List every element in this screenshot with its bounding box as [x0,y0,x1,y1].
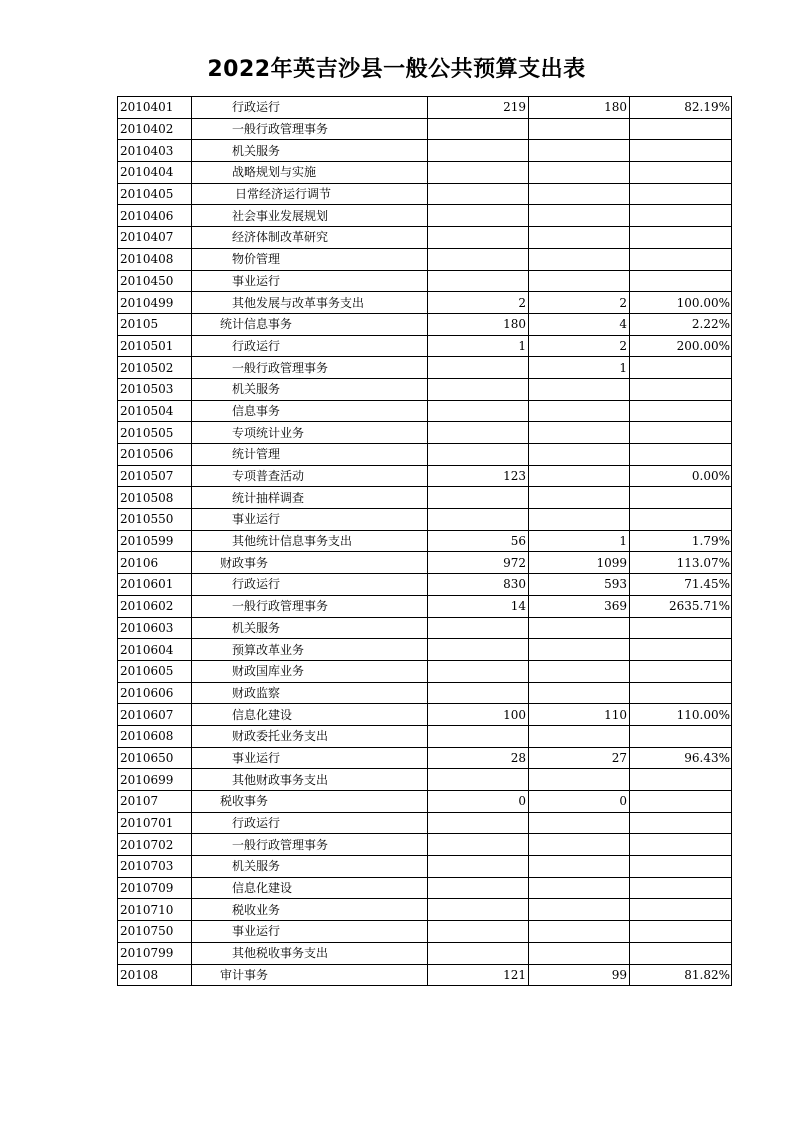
row-percent-cell [630,205,732,227]
table-row [118,899,732,921]
row-value2-cell: 1099 [529,552,630,574]
row-code-cell: 2010499 [118,292,192,314]
row-value2-cell: 99 [529,964,630,986]
row-value2-cell: 369 [529,595,630,617]
table-row [118,834,732,856]
row-value2-cell: 2 [529,292,630,314]
row-percent-cell [630,378,732,400]
row-name-cell: 物价管理 [192,248,428,270]
row-code-cell: 2010405 [118,183,192,205]
row-percent-cell: 113.07% [630,552,732,574]
row-name-cell: 机关服务 [192,378,428,400]
row-percent-cell [630,769,732,791]
row-percent-cell [630,660,732,682]
row-name-cell: 行政运行 [192,574,428,596]
row-value2-cell [529,769,630,791]
row-percent-cell [630,899,732,921]
row-name-cell: 税收事务 [192,791,428,813]
row-value1-cell [428,205,529,227]
row-name-cell: 机关服务 [192,856,428,878]
row-percent-cell [630,422,732,444]
row-code-cell: 20107 [118,791,192,813]
row-percent-cell: 1.79% [630,530,732,552]
row-name-cell: 其他统计信息事务支出 [192,530,428,552]
row-value1-cell [428,422,529,444]
table-row [118,270,732,292]
table-row [118,509,732,531]
row-name-cell: 行政运行 [192,812,428,834]
row-code-cell: 2010709 [118,877,192,899]
row-name-cell: 信息事务 [192,400,428,422]
row-name-cell: 行政运行 [192,97,428,119]
row-name-cell: 机关服务 [192,617,428,639]
row-code-cell: 2010407 [118,227,192,249]
row-percent-cell [630,270,732,292]
row-code-cell: 2010607 [118,704,192,726]
row-value1-cell [428,140,529,162]
row-percent-cell [630,400,732,422]
row-name-cell: 统计管理 [192,444,428,466]
row-value2-cell [529,118,630,140]
row-percent-cell: 0.00% [630,465,732,487]
row-value2-cell: 180 [529,97,630,119]
row-percent-cell [630,856,732,878]
row-code-cell: 2010501 [118,335,192,357]
row-code-cell: 2010750 [118,921,192,943]
row-value1-cell [428,509,529,531]
row-code-cell: 2010601 [118,574,192,596]
row-code-cell: 2010605 [118,660,192,682]
table-row [118,574,732,596]
row-value2-cell [529,921,630,943]
row-percent-cell [630,248,732,270]
row-value2-cell [529,422,630,444]
row-code-cell: 20106 [118,552,192,574]
row-value2-cell: 4 [529,313,630,335]
row-name-cell: 财政事务 [192,552,428,574]
row-name-cell: 日常经济运行调节 [192,183,428,205]
row-name-cell: 财政监察 [192,682,428,704]
row-value1-cell: 1 [428,335,529,357]
row-name-cell: 事业运行 [192,270,428,292]
row-value2-cell [529,400,630,422]
table-row [118,812,732,834]
row-percent-cell [630,877,732,899]
table-row [118,639,732,661]
row-code-cell: 2010602 [118,595,192,617]
row-percent-cell: 82.19% [630,97,732,119]
table-row [118,292,732,314]
row-code-cell: 2010507 [118,465,192,487]
table-row [118,313,732,335]
row-value2-cell [529,487,630,509]
row-value1-cell [428,444,529,466]
table-row [118,725,732,747]
row-value1-cell [428,942,529,964]
row-value1-cell: 123 [428,465,529,487]
row-value2-cell [529,942,630,964]
row-value2-cell [529,509,630,531]
row-value1-cell [428,378,529,400]
row-value1-cell [428,660,529,682]
row-value2-cell [529,248,630,270]
row-value1-cell: 121 [428,964,529,986]
row-code-cell: 20108 [118,964,192,986]
row-value1-cell: 180 [428,313,529,335]
row-code-cell: 2010404 [118,162,192,184]
row-value1-cell [428,487,529,509]
row-name-cell: 经济体制改革研究 [192,227,428,249]
table-row [118,747,732,769]
row-name-cell: 统计抽样调查 [192,487,428,509]
row-value2-cell: 0 [529,791,630,813]
table-row [118,617,732,639]
row-percent-cell [630,812,732,834]
row-code-cell: 2010599 [118,530,192,552]
row-value1-cell [428,725,529,747]
table-row [118,552,732,574]
row-name-cell: 一般行政管理事务 [192,357,428,379]
row-code-cell: 2010408 [118,248,192,270]
page-title: 2022年英吉沙县一般公共预算支出表 [207,57,586,82]
row-code-cell: 2010504 [118,400,192,422]
table-row [118,378,732,400]
row-code-cell: 2010603 [118,617,192,639]
row-percent-cell [630,162,732,184]
row-name-cell: 财政委托业务支出 [192,725,428,747]
row-code-cell: 2010650 [118,747,192,769]
row-name-cell: 信息化建设 [192,704,428,726]
row-percent-cell [630,509,732,531]
row-code-cell: 2010503 [118,378,192,400]
row-percent-cell: 2.22% [630,313,732,335]
row-value1-cell: 972 [428,552,529,574]
row-code-cell: 2010550 [118,509,192,531]
row-value1-cell [428,617,529,639]
table-row [118,964,732,986]
row-code-cell: 20105 [118,313,192,335]
row-value2-cell [529,660,630,682]
row-value2-cell [529,378,630,400]
row-value1-cell [428,921,529,943]
table-row [118,248,732,270]
row-value2-cell [529,227,630,249]
budget-table-body [118,97,732,986]
row-value1-cell [428,812,529,834]
row-code-cell: 2010710 [118,899,192,921]
row-percent-cell: 110.00% [630,704,732,726]
row-name-cell: 战略规划与实施 [192,162,428,184]
row-value1-cell: 830 [428,574,529,596]
row-code-cell: 2010703 [118,856,192,878]
table-row [118,227,732,249]
row-percent-cell [630,183,732,205]
row-value2-cell [529,205,630,227]
row-code-cell: 2010403 [118,140,192,162]
row-code-cell: 2010505 [118,422,192,444]
table-row [118,856,732,878]
row-name-cell: 统计信息事务 [192,313,428,335]
row-value1-cell: 14 [428,595,529,617]
table-row [118,682,732,704]
table-row [118,791,732,813]
table-row [118,444,732,466]
row-value1-cell: 56 [428,530,529,552]
row-percent-cell [630,118,732,140]
row-name-cell: 专项统计业务 [192,422,428,444]
row-name-cell: 一般行政管理事务 [192,595,428,617]
row-value2-cell [529,183,630,205]
row-value1-cell [428,877,529,899]
row-value1-cell [428,118,529,140]
row-name-cell: 审计事务 [192,964,428,986]
row-value2-cell [529,444,630,466]
row-name-cell: 财政国库业务 [192,660,428,682]
row-name-cell: 预算改革业务 [192,639,428,661]
row-value1-cell: 0 [428,791,529,813]
row-value2-cell [529,856,630,878]
row-percent-cell [630,227,732,249]
row-value1-cell [428,400,529,422]
row-name-cell: 一般行政管理事务 [192,118,428,140]
row-code-cell: 2010506 [118,444,192,466]
row-value1-cell [428,856,529,878]
row-code-cell: 2010702 [118,834,192,856]
row-value2-cell [529,899,630,921]
table-row [118,118,732,140]
row-value1-cell [428,834,529,856]
row-value2-cell [529,162,630,184]
row-value1-cell: 219 [428,97,529,119]
row-percent-cell [630,682,732,704]
row-value1-cell [428,769,529,791]
table-row [118,140,732,162]
row-code-cell: 2010799 [118,942,192,964]
row-percent-cell [630,725,732,747]
row-value1-cell [428,162,529,184]
row-value2-cell: 2 [529,335,630,357]
row-value2-cell [529,834,630,856]
row-value2-cell: 27 [529,747,630,769]
row-code-cell: 2010502 [118,357,192,379]
row-name-cell: 社会事业发展规划 [192,205,428,227]
row-percent-cell: 100.00% [630,292,732,314]
row-value1-cell [428,248,529,270]
table-row [118,183,732,205]
row-percent-cell [630,942,732,964]
row-value2-cell [529,877,630,899]
table-row [118,942,732,964]
row-code-cell: 2010450 [118,270,192,292]
row-name-cell: 机关服务 [192,140,428,162]
row-value1-cell [428,357,529,379]
table-row [118,487,732,509]
row-value2-cell: 1 [529,530,630,552]
table-row [118,422,732,444]
row-percent-cell: 71.45% [630,574,732,596]
row-name-cell: 事业运行 [192,921,428,943]
row-value2-cell [529,140,630,162]
row-value2-cell [529,465,630,487]
row-value2-cell [529,617,630,639]
row-percent-cell: 81.82% [630,964,732,986]
row-percent-cell [630,921,732,943]
row-value1-cell [428,183,529,205]
row-value2-cell: 593 [529,574,630,596]
table-row [118,660,732,682]
row-value1-cell [428,682,529,704]
row-name-cell: 税收业务 [192,899,428,921]
row-percent-cell: 96.43% [630,747,732,769]
table-row [118,921,732,943]
table-row [118,877,732,899]
table-row [118,162,732,184]
row-name-cell: 专项普查活动 [192,465,428,487]
table-row [118,357,732,379]
row-value2-cell: 110 [529,704,630,726]
row-percent-cell [630,791,732,813]
row-name-cell: 行政运行 [192,335,428,357]
row-value1-cell: 2 [428,292,529,314]
row-value2-cell [529,270,630,292]
row-percent-cell [630,140,732,162]
row-percent-cell [630,639,732,661]
table-row [118,400,732,422]
row-value2-cell [529,725,630,747]
table-row [118,704,732,726]
row-code-cell: 2010608 [118,725,192,747]
row-value2-cell: 1 [529,357,630,379]
row-percent-cell [630,487,732,509]
row-value2-cell [529,639,630,661]
row-name-cell: 事业运行 [192,509,428,531]
row-code-cell: 2010606 [118,682,192,704]
row-name-cell: 其他发展与改革事务支出 [192,292,428,314]
table-row [118,769,732,791]
row-percent-cell [630,617,732,639]
row-code-cell: 2010406 [118,205,192,227]
row-percent-cell: 2635.71% [630,595,732,617]
row-value1-cell [428,270,529,292]
row-percent-cell [630,834,732,856]
budget-table [117,96,732,986]
table-row [118,205,732,227]
row-code-cell: 2010401 [118,97,192,119]
table-row [118,530,732,552]
table-row [118,595,732,617]
row-name-cell: 信息化建设 [192,877,428,899]
row-code-cell: 2010701 [118,812,192,834]
row-value1-cell: 28 [428,747,529,769]
row-code-cell: 2010402 [118,118,192,140]
row-name-cell: 其他财政事务支出 [192,769,428,791]
row-name-cell: 事业运行 [192,747,428,769]
row-value1-cell [428,227,529,249]
row-name-cell: 一般行政管理事务 [192,834,428,856]
row-code-cell: 2010604 [118,639,192,661]
table-row [118,465,732,487]
row-value2-cell [529,682,630,704]
table-row [118,97,732,119]
row-value1-cell [428,639,529,661]
row-name-cell: 其他税收事务支出 [192,942,428,964]
row-code-cell: 2010699 [118,769,192,791]
row-percent-cell [630,444,732,466]
row-value1-cell [428,899,529,921]
table-row [118,335,732,357]
row-percent-cell [630,357,732,379]
row-value1-cell: 100 [428,704,529,726]
row-value2-cell [529,812,630,834]
row-code-cell: 2010508 [118,487,192,509]
row-percent-cell: 200.00% [630,335,732,357]
